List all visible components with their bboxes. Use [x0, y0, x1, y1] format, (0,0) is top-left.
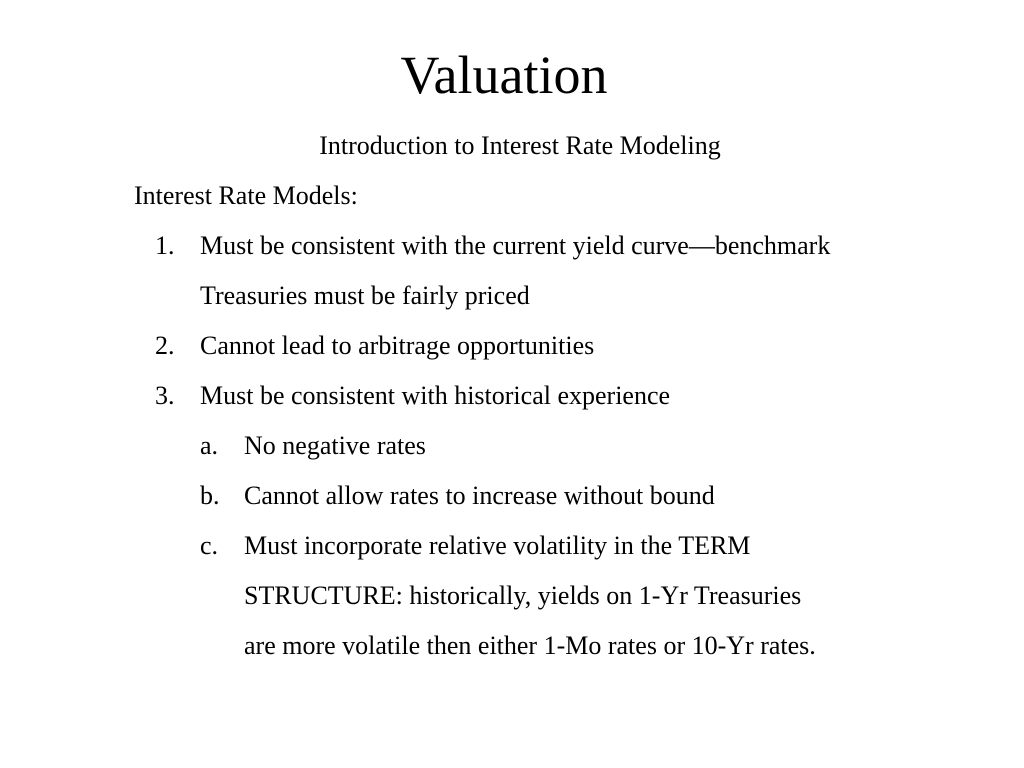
slide-title: Valuation	[400, 45, 608, 105]
subitem-c-line-2: STRUCTURE: historically, yields on 1-Yr Treasuries	[244, 581, 802, 610]
subitem-c-line-1: Must incorporate relative volatility in the TERM	[244, 531, 751, 560]
item-1-line-2: Treasuries must be fairly priced	[200, 281, 530, 310]
item-1-line-1: Must be consistent with the current yield curve—benchmark	[200, 231, 831, 260]
subitem-b-marker: b.	[200, 481, 220, 510]
subitem-a-line-1: No negative rates	[244, 431, 426, 460]
list-heading: Interest Rate Models:	[134, 181, 358, 210]
slide-subtitle: Introduction to Interest Rate Modeling	[319, 131, 721, 160]
subitem-a-marker: a.	[200, 431, 219, 460]
subitem-b-line-1: Cannot allow rates to increase without bound	[244, 481, 715, 510]
item-3-line-1: Must be consistent with historical experience	[200, 381, 671, 410]
item-3-marker: 3.	[155, 381, 175, 410]
item-1-marker: 1.	[155, 231, 175, 260]
item-2-line-1: Cannot lead to arbitrage opportunities	[200, 331, 595, 360]
subitem-c-line-3: are more volatile then either 1-Mo rates or 10-Yr rates.	[244, 631, 816, 660]
subitem-c-marker: c.	[200, 531, 219, 560]
item-2-marker: 2.	[155, 331, 175, 360]
